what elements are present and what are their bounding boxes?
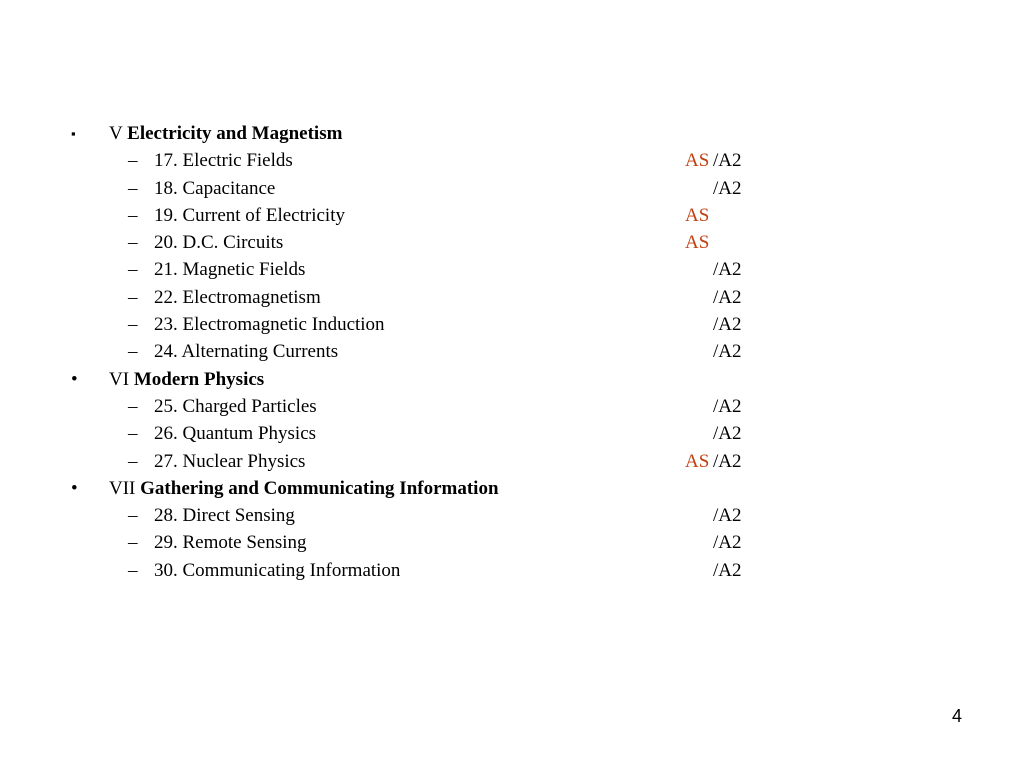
a2-level-label: /A2 [713, 423, 742, 445]
section-name: Gathering and Communicating Information [140, 477, 499, 499]
topic-label: 27. Nuclear Physics [154, 450, 306, 472]
a2-level-label: /A2 [713, 177, 742, 199]
topic-label: 17. Electric Fields [154, 150, 293, 172]
as-level-label: AS [685, 150, 710, 172]
section-bullet: • [71, 368, 78, 390]
topic-label: 29. Remote Sensing [154, 532, 307, 554]
syllabus-outline [0, 120, 1024, 584]
a2-level-label: /A2 [713, 450, 742, 472]
topic-label: 26. Quantum Physics [154, 423, 317, 445]
level-indicator [685, 448, 742, 475]
topic-dash: – [128, 177, 138, 199]
topic-label: 19. Current of Electricity [154, 204, 345, 226]
a2-level-label: /A2 [713, 395, 742, 417]
topic-label: 28. Direct Sensing [154, 505, 295, 527]
a2-level-label: /A2 [713, 314, 742, 336]
as-level-label: AS [685, 232, 710, 254]
topic-row [0, 147, 1024, 174]
section-name: Modern Physics [133, 368, 265, 390]
section-heading [0, 120, 1024, 147]
topic-row [0, 311, 1024, 338]
a2-level-label: /A2 [713, 532, 742, 554]
level-indicator [685, 393, 742, 420]
level-indicator [685, 284, 742, 311]
topic-row [0, 229, 1024, 256]
topic-row [0, 393, 1024, 420]
a2-level-label: /A2 [713, 341, 742, 363]
level-indicator [685, 202, 713, 229]
topic-dash: – [128, 150, 138, 172]
section-title [109, 366, 264, 393]
topic-row [0, 202, 1024, 229]
a2-level-label: /A2 [713, 505, 742, 527]
section-title [109, 475, 499, 502]
level-indicator [685, 338, 742, 365]
level-indicator [685, 175, 742, 202]
topic-row [0, 502, 1024, 529]
topic-row [0, 338, 1024, 365]
as-level-label: AS [685, 204, 710, 226]
section-numeral: VI [109, 368, 130, 390]
topic-dash: – [128, 450, 138, 472]
topic-row [0, 256, 1024, 283]
topic-dash: – [128, 204, 138, 226]
topic-dash: – [128, 341, 138, 363]
topic-dash: – [128, 423, 138, 445]
topic-label: 18. Capacitance [154, 177, 276, 199]
topic-label: 22. Electromagnetism [154, 286, 321, 308]
topic-label: 20. D.C. Circuits [154, 232, 284, 254]
level-indicator [685, 256, 742, 283]
topic-dash: – [128, 505, 138, 527]
section-bullet: • [71, 477, 78, 499]
level-indicator [685, 311, 742, 338]
section-heading [0, 366, 1024, 393]
section-heading [0, 475, 1024, 502]
a2-level-label: /A2 [713, 559, 742, 581]
topic-row [0, 284, 1024, 311]
topic-label: 30. Communicating Information [154, 559, 401, 581]
topic-row [0, 557, 1024, 584]
level-indicator [685, 147, 742, 174]
topic-dash: – [128, 314, 138, 336]
topic-dash: – [128, 286, 138, 308]
level-indicator [685, 502, 742, 529]
a2-level-label: /A2 [713, 286, 742, 308]
topic-label: 24. Alternating Currents [154, 341, 339, 363]
topic-label: 21. Magnetic Fields [154, 259, 306, 281]
topic-dash: – [128, 259, 138, 281]
topic-dash: – [128, 395, 138, 417]
a2-level-label: /A2 [713, 259, 742, 281]
topic-row [0, 448, 1024, 475]
topic-label: 23. Electromagnetic Induction [154, 314, 385, 336]
level-indicator [685, 529, 742, 556]
topic-row [0, 175, 1024, 202]
a2-level-label: /A2 [713, 150, 742, 172]
topic-dash: – [128, 559, 138, 581]
level-indicator [685, 557, 742, 584]
topic-dash: – [128, 532, 138, 554]
level-indicator [685, 420, 742, 447]
section-numeral: V [109, 123, 123, 144]
section-name: Electricity and Magnetism [127, 123, 343, 144]
topic-label: 25. Charged Particles [154, 395, 317, 417]
section-title [109, 120, 342, 147]
section-numeral: VII [109, 477, 136, 499]
as-level-label: AS [685, 450, 710, 472]
level-indicator [685, 229, 713, 256]
section-bullet: ▪ [71, 126, 76, 141]
slide-number: 4 [951, 706, 962, 726]
topic-row [0, 529, 1024, 556]
topic-row [0, 420, 1024, 447]
topic-dash: – [128, 232, 138, 254]
